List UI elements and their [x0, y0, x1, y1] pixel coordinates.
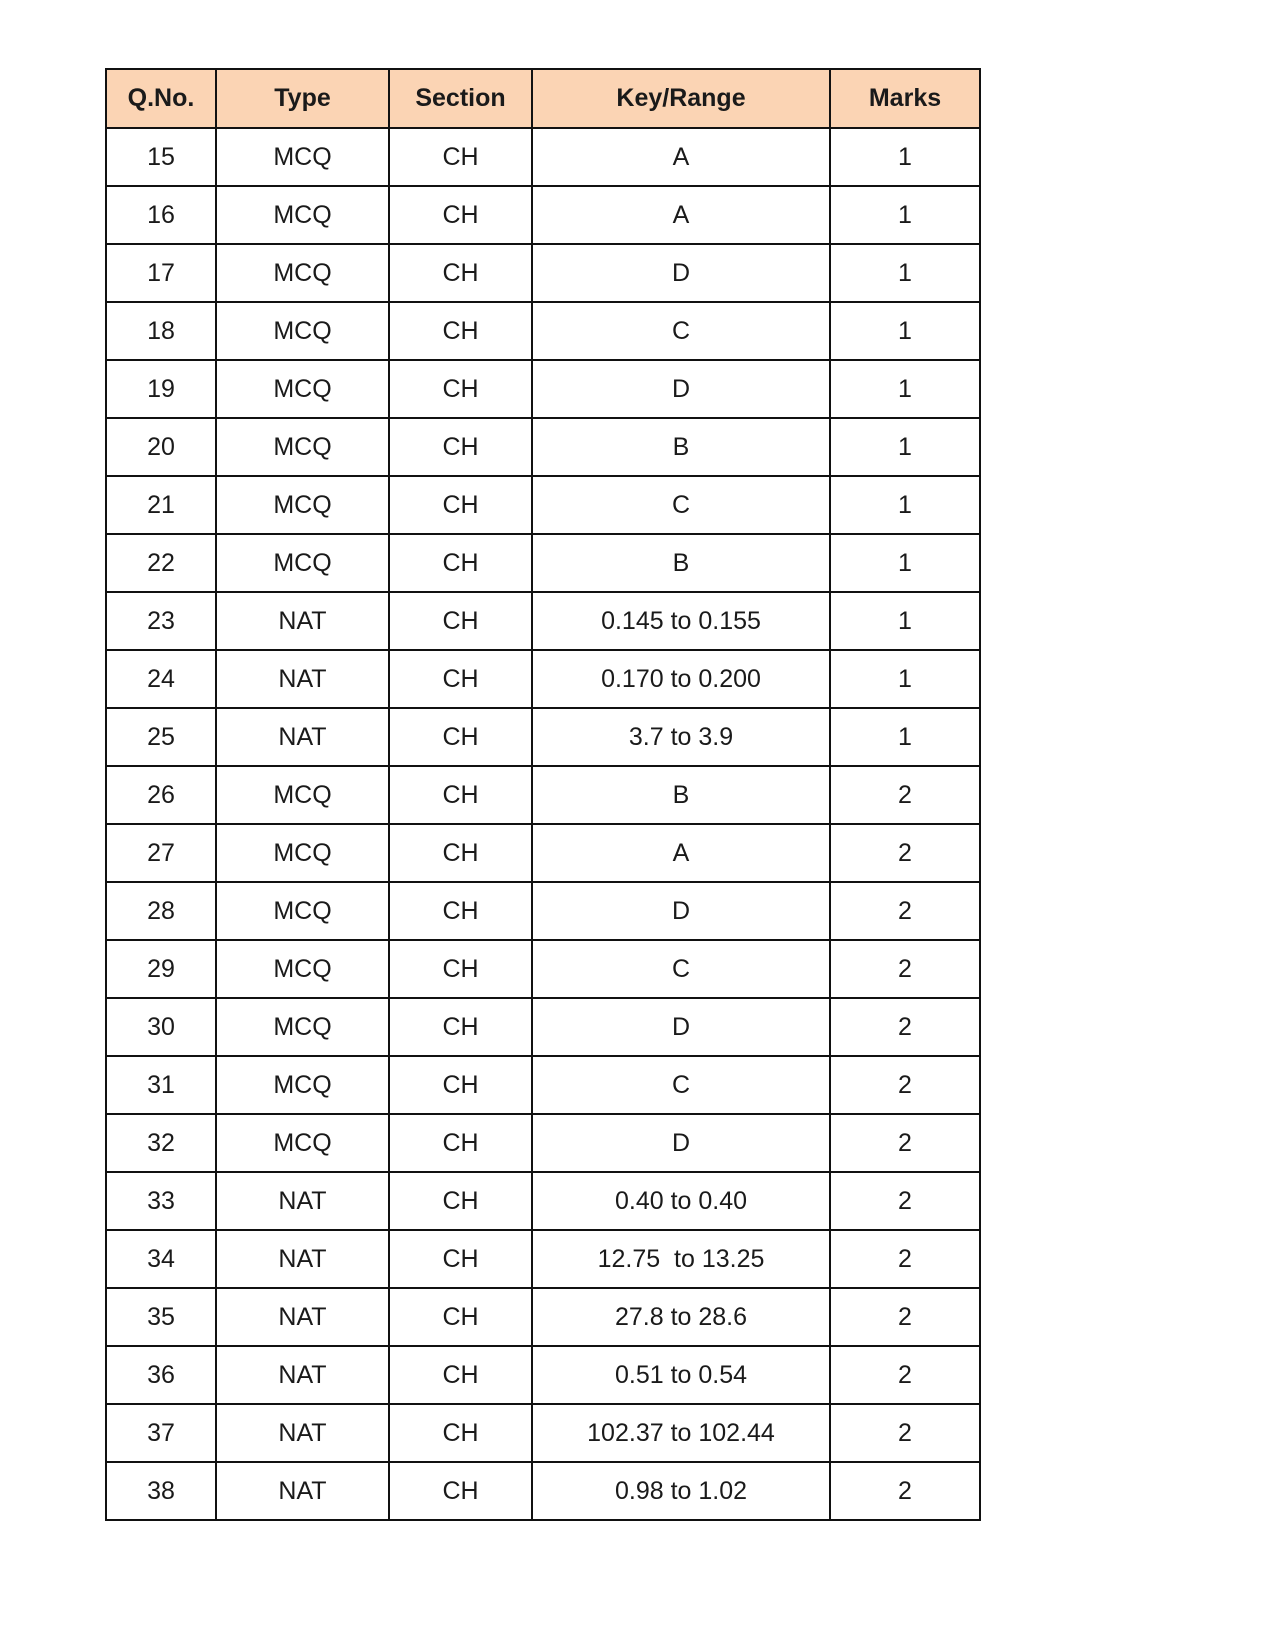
table-row — [106, 1230, 980, 1288]
table-row — [106, 418, 980, 476]
cell-section: CH — [389, 940, 532, 998]
cell-marks: 2 — [830, 1346, 980, 1404]
cell-key-range: 12.75 to 13.25 — [532, 1230, 830, 1288]
cell-marks: 2 — [830, 1230, 980, 1288]
cell-section: CH — [389, 708, 532, 766]
cell-qno: 30 — [106, 998, 216, 1056]
cell-marks: 1 — [830, 592, 980, 650]
cell-marks: 2 — [830, 1288, 980, 1346]
cell-key-range: A — [532, 128, 830, 186]
cell-qno: 38 — [106, 1462, 216, 1520]
cell-marks: 2 — [830, 766, 980, 824]
cell-qno: 18 — [106, 302, 216, 360]
cell-key-range: D — [532, 1114, 830, 1172]
cell-type: NAT — [216, 708, 389, 766]
cell-key-range: 0.98 to 1.02 — [532, 1462, 830, 1520]
cell-key-range: C — [532, 1056, 830, 1114]
cell-marks: 1 — [830, 244, 980, 302]
cell-section: CH — [389, 128, 532, 186]
table-row — [106, 186, 980, 244]
cell-qno: 28 — [106, 882, 216, 940]
cell-qno: 32 — [106, 1114, 216, 1172]
cell-key-range: 3.7 to 3.9 — [532, 708, 830, 766]
cell-qno: 16 — [106, 186, 216, 244]
cell-type: NAT — [216, 1288, 389, 1346]
cell-marks: 2 — [830, 1114, 980, 1172]
table-row — [106, 1404, 980, 1462]
header-section: Section — [389, 69, 532, 128]
cell-qno: 22 — [106, 534, 216, 592]
header-qno: Q.No. — [106, 69, 216, 128]
cell-key-range: A — [532, 824, 830, 882]
cell-key-range: 0.40 to 0.40 — [532, 1172, 830, 1230]
cell-qno: 25 — [106, 708, 216, 766]
cell-key-range: 0.145 to 0.155 — [532, 592, 830, 650]
cell-marks: 1 — [830, 360, 980, 418]
table-row — [106, 360, 980, 418]
cell-type: MCQ — [216, 476, 389, 534]
cell-type: MCQ — [216, 766, 389, 824]
cell-section: CH — [389, 418, 532, 476]
cell-section: CH — [389, 1462, 532, 1520]
cell-marks: 2 — [830, 824, 980, 882]
cell-key-range: B — [532, 534, 830, 592]
cell-key-range: 27.8 to 28.6 — [532, 1288, 830, 1346]
cell-type: MCQ — [216, 360, 389, 418]
cell-qno: 27 — [106, 824, 216, 882]
cell-section: CH — [389, 244, 532, 302]
table-row — [106, 128, 980, 186]
table-row — [106, 592, 980, 650]
cell-type: MCQ — [216, 882, 389, 940]
cell-key-range: C — [532, 476, 830, 534]
cell-type: NAT — [216, 650, 389, 708]
cell-type: NAT — [216, 1404, 389, 1462]
table-row — [106, 824, 980, 882]
cell-section: CH — [389, 1288, 532, 1346]
header-key-range: Key/Range — [532, 69, 830, 128]
cell-qno: 19 — [106, 360, 216, 418]
cell-qno: 34 — [106, 1230, 216, 1288]
cell-key-range: A — [532, 186, 830, 244]
table-row — [106, 882, 980, 940]
cell-type: NAT — [216, 1346, 389, 1404]
header-row — [106, 69, 980, 128]
table-row — [106, 998, 980, 1056]
cell-marks: 1 — [830, 418, 980, 476]
table-row — [106, 534, 980, 592]
cell-marks: 1 — [830, 302, 980, 360]
answer-key-table — [105, 68, 981, 1521]
table-row — [106, 302, 980, 360]
cell-qno: 26 — [106, 766, 216, 824]
cell-section: CH — [389, 882, 532, 940]
cell-qno: 21 — [106, 476, 216, 534]
table-row — [106, 1462, 980, 1520]
cell-qno: 31 — [106, 1056, 216, 1114]
cell-qno: 37 — [106, 1404, 216, 1462]
cell-marks: 2 — [830, 1172, 980, 1230]
cell-section: CH — [389, 650, 532, 708]
cell-type: NAT — [216, 592, 389, 650]
cell-type: MCQ — [216, 418, 389, 476]
table-row — [106, 650, 980, 708]
cell-key-range: D — [532, 882, 830, 940]
cell-type: MCQ — [216, 1056, 389, 1114]
cell-key-range: D — [532, 244, 830, 302]
cell-qno: 33 — [106, 1172, 216, 1230]
cell-key-range: 0.51 to 0.54 — [532, 1346, 830, 1404]
cell-section: CH — [389, 302, 532, 360]
table-row — [106, 1056, 980, 1114]
cell-marks: 1 — [830, 476, 980, 534]
cell-section: CH — [389, 824, 532, 882]
cell-key-range: C — [532, 940, 830, 998]
cell-type: MCQ — [216, 302, 389, 360]
cell-key-range: D — [532, 360, 830, 418]
table-row — [106, 1346, 980, 1404]
cell-type: MCQ — [216, 1114, 389, 1172]
cell-qno: 15 — [106, 128, 216, 186]
cell-type: MCQ — [216, 940, 389, 998]
table-row — [106, 1288, 980, 1346]
cell-marks: 2 — [830, 1462, 980, 1520]
cell-type: MCQ — [216, 128, 389, 186]
cell-section: CH — [389, 1346, 532, 1404]
cell-marks: 2 — [830, 1404, 980, 1462]
cell-marks: 1 — [830, 128, 980, 186]
cell-marks: 2 — [830, 998, 980, 1056]
cell-qno: 17 — [106, 244, 216, 302]
cell-marks: 1 — [830, 534, 980, 592]
table-row — [106, 1172, 980, 1230]
cell-type: MCQ — [216, 824, 389, 882]
cell-section: CH — [389, 1230, 532, 1288]
cell-section: CH — [389, 534, 532, 592]
cell-qno: 35 — [106, 1288, 216, 1346]
cell-key-range: 102.37 to 102.44 — [532, 1404, 830, 1462]
cell-type: NAT — [216, 1230, 389, 1288]
cell-section: CH — [389, 998, 532, 1056]
cell-key-range: C — [532, 302, 830, 360]
table-row — [106, 244, 980, 302]
cell-marks: 1 — [830, 650, 980, 708]
cell-key-range: B — [532, 766, 830, 824]
cell-section: CH — [389, 766, 532, 824]
table-row — [106, 1114, 980, 1172]
table-row — [106, 940, 980, 998]
cell-key-range: 0.170 to 0.200 — [532, 650, 830, 708]
cell-section: CH — [389, 1056, 532, 1114]
cell-marks: 2 — [830, 1056, 980, 1114]
cell-section: CH — [389, 360, 532, 418]
cell-marks: 1 — [830, 708, 980, 766]
cell-section: CH — [389, 476, 532, 534]
cell-qno: 20 — [106, 418, 216, 476]
cell-marks: 2 — [830, 882, 980, 940]
cell-key-range: B — [532, 418, 830, 476]
cell-section: CH — [389, 1404, 532, 1462]
cell-qno: 24 — [106, 650, 216, 708]
cell-section: CH — [389, 1114, 532, 1172]
table-row — [106, 476, 980, 534]
cell-marks: 2 — [830, 940, 980, 998]
cell-qno: 23 — [106, 592, 216, 650]
cell-section: CH — [389, 592, 532, 650]
cell-type: MCQ — [216, 998, 389, 1056]
cell-key-range: D — [532, 998, 830, 1056]
answer-key-sheet — [105, 68, 981, 1521]
cell-qno: 36 — [106, 1346, 216, 1404]
cell-section: CH — [389, 186, 532, 244]
header-marks: Marks — [830, 69, 980, 128]
cell-marks: 1 — [830, 186, 980, 244]
cell-type: NAT — [216, 1462, 389, 1520]
header-type: Type — [216, 69, 389, 128]
cell-type: NAT — [216, 1172, 389, 1230]
cell-qno: 29 — [106, 940, 216, 998]
table-row — [106, 766, 980, 824]
cell-type: MCQ — [216, 244, 389, 302]
cell-section: CH — [389, 1172, 532, 1230]
cell-type: MCQ — [216, 534, 389, 592]
table-row — [106, 708, 980, 766]
cell-type: MCQ — [216, 186, 389, 244]
